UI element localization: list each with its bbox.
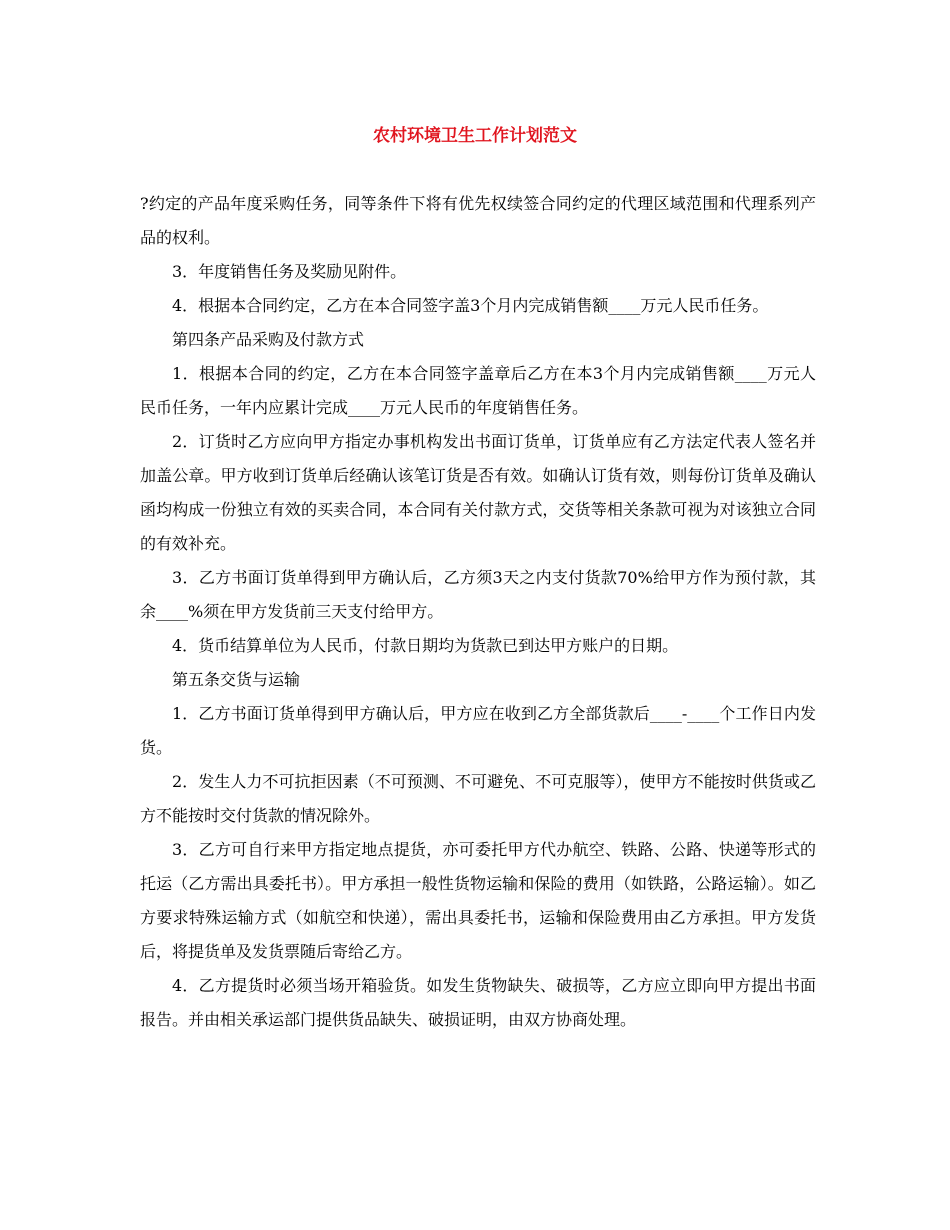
- paragraph: ?约定的产品年度采购任务，同等条件下将有优先权续签合同约定的代理区域范围和代理系列产品的权利。: [140, 194, 816, 247]
- document-body: [140, 187, 816, 1037]
- paragraph: 2．订货时乙方应向甲方指定办事机构发出书面订货单，订货单应有乙方法定代表人签名并加盖公章。甲方收到订货单后经确认该笔订货是否有效。如确认订货有效，则每份订货单及确认函均构成一份独立有效的买卖合同，本合同有关付款方式，交货等相关条款可视为对该独立合同的有效补充。: [140, 432, 816, 553]
- paragraph: 3．乙方书面订货单得到甲方确认后，乙方须3天之内支付货款70%给甲方作为预付款，其余____%须在甲方发货前三天支付给甲方。: [140, 568, 816, 621]
- paragraph: 4．乙方提货时必须当场开箱验货。如发生货物缺失、破损等，乙方应立即向甲方提出书面报告。并由相关承运部门提供货品缺失、破损证明，由双方协商处理。: [140, 976, 816, 1029]
- paragraph: 1．乙方书面订货单得到甲方确认后，甲方应在收到乙方全部货款后____-____个工作日内发货。: [140, 704, 816, 757]
- section-heading: 第五条交货与运输: [172, 670, 301, 689]
- paragraph: 4．货币结算单位为人民币，付款日期均为货款已到达甲方账户的日期。: [172, 636, 679, 655]
- document-title: 农村环境卫生工作计划范文: [373, 126, 577, 146]
- paragraph: 3．年度销售任务及奖励见附件。: [172, 262, 407, 281]
- paragraph: 3．乙方可自行来甲方指定地点提货，亦可委托甲方代办航空、铁路、公路、快递等形式的托运（乙方需出具委托书）。甲方承担一般性货物运输和保险的费用（如铁路，公路运输）。如乙方要求特殊运输方式（如航空和快递），需出具委托书，运输和保险费用由乙方承担。甲方发货后，将提货单及发货票随后寄给乙方。: [140, 840, 816, 961]
- paragraph: 4．根据本合同约定，乙方在本合同签字盖3个月内完成销售额____万元人民币任务。: [172, 296, 769, 315]
- paragraph: 2．发生人力不可抗拒因素（不可预测、不可避免、不可克服等），使甲方不能按时供货或乙方不能按时交付货款的情况除外。: [140, 772, 816, 825]
- paragraph: 1．根据本合同的约定，乙方在本合同签字盖章后乙方在本3个月内完成销售额____万元人民币任务，一年内应累计完成____万元人民币的年度销售任务。: [140, 364, 816, 417]
- section-heading: 第四条产品采购及付款方式: [172, 330, 365, 349]
